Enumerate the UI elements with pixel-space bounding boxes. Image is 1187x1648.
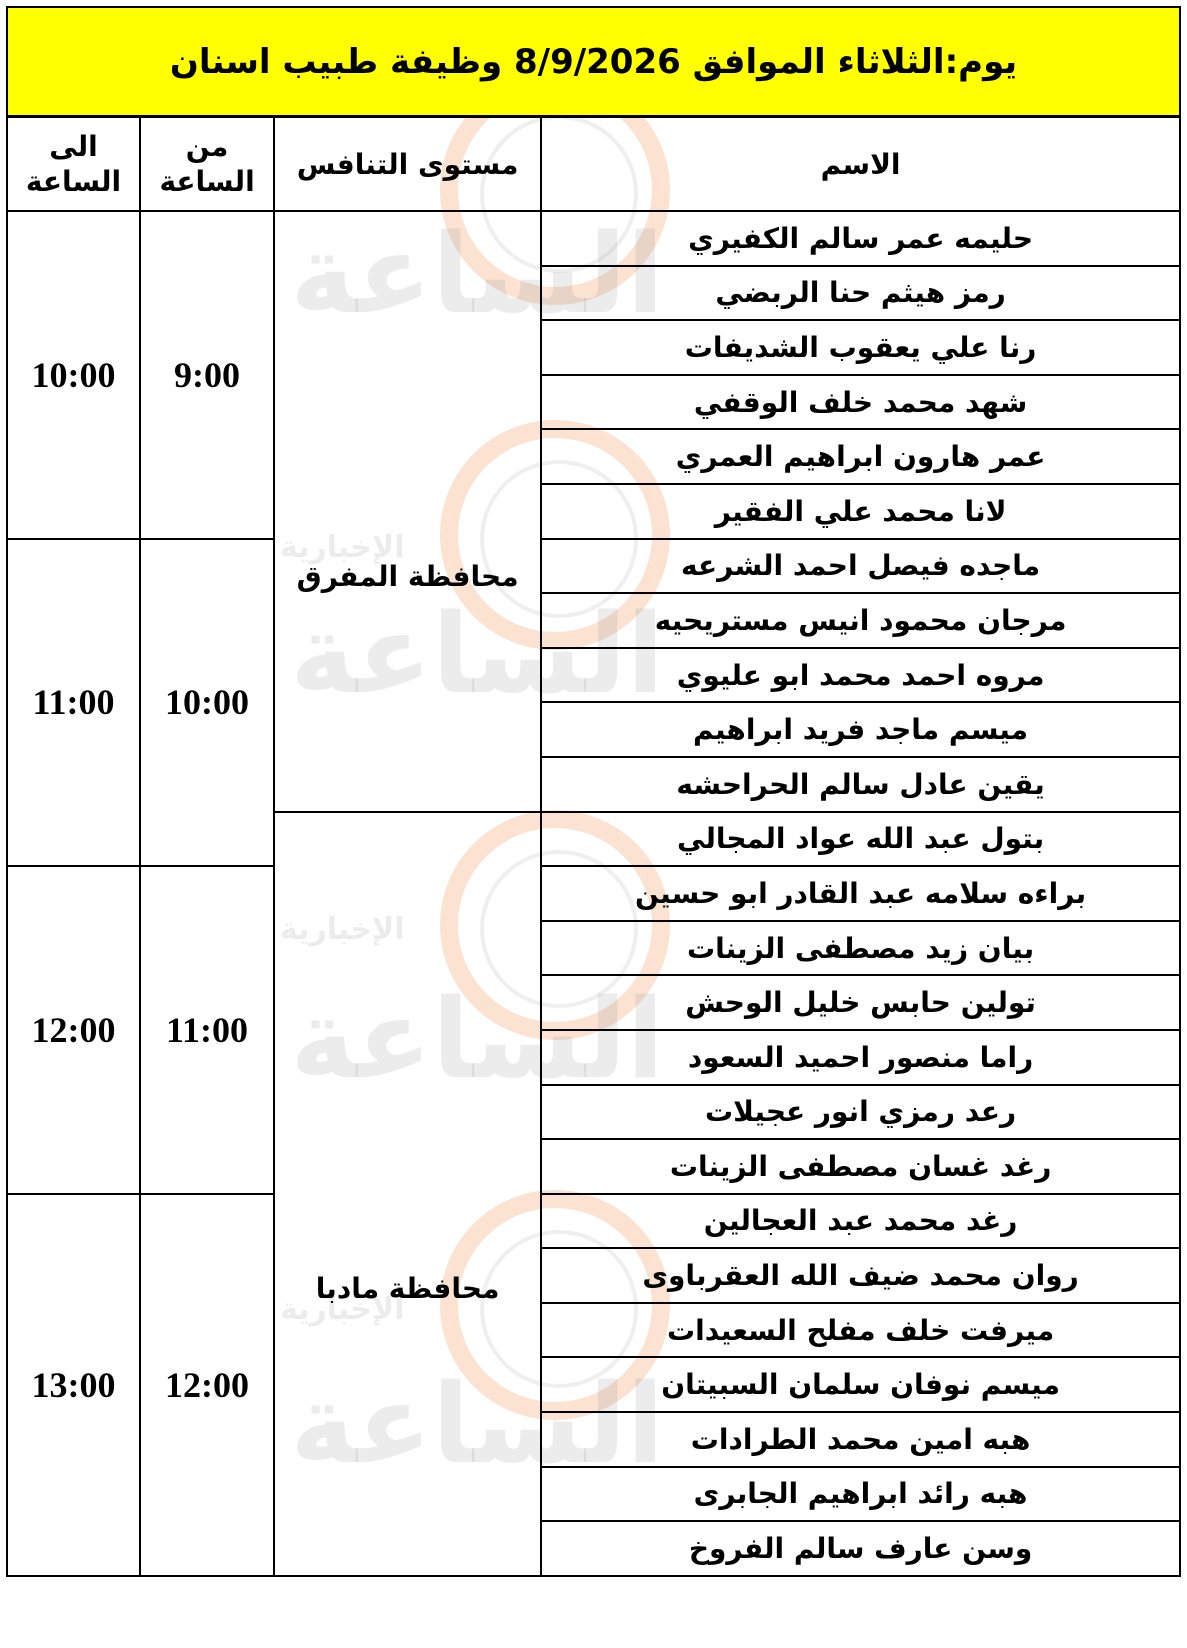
candidate-name: رغد غسان مصطفى الزينات [541,1139,1180,1194]
time-to: 12:00 [7,866,140,1194]
candidate-name: رنا علي يعقوب الشديفات [541,320,1180,375]
candidate-name: ماجده فيصل احمد الشرعه [541,539,1180,594]
candidate-name: ميسم ماجد فريد ابراهيم [541,702,1180,757]
time-to: 13:00 [7,1194,140,1576]
header-row [7,117,1180,211]
level-cell [274,211,541,812]
candidate-name: روان محمد ضيف الله العقرباوى [541,1248,1180,1303]
header-from: من الساعة [140,117,274,211]
candidate-name: بتول عبد الله عواد المجالي [541,812,1180,867]
level-label: محافظة المفرق [296,559,519,593]
watermark-brand-large: الساعة [290,1360,665,1488]
schedule-table [6,116,1181,1577]
candidate-name: ميسم نوفان سلمان السبيتان [541,1357,1180,1412]
table-row [7,866,1180,921]
page-title: يوم:الثلاثاء الموافق 8/9/2026 وظيفة طبيب اسنان [169,41,1018,82]
level-label: محافظة مادبا [315,1272,500,1306]
candidate-name: بيان زيد مصطفى الزينات [541,921,1180,976]
header-level: مستوى التنافس [274,117,541,211]
table-row [7,539,1180,594]
watermark-brand-small: الإخبارية [280,1292,405,1327]
level-cell [274,812,541,1576]
header-to: الى الساعة [7,117,140,211]
watermark-brand-large: الساعة [290,210,665,338]
watermark-brand-small: الإخبارية [280,530,405,565]
candidate-name: حليمه عمر سالم الكفيري [541,211,1180,266]
candidate-name: براءه سلامه عبد القادر ابو حسين [541,866,1180,921]
watermark-brand-small: الإخبارية [280,912,405,947]
candidate-name: عمر هارون ابراهيم العمري [541,429,1180,484]
time-to: 10:00 [7,211,140,539]
table-row [7,211,1180,266]
candidate-name: هبه امين محمد الطرادات [541,1412,1180,1467]
time-from: 9:00 [140,211,274,539]
time-from: 12:00 [140,1194,274,1576]
candidate-name: مروه احمد محمد ابو عليوي [541,648,1180,703]
time-from: 10:00 [140,539,274,867]
candidate-name: ميرفت خلف مفلح السعيدات [541,1303,1180,1358]
time-from: 11:00 [140,866,274,1194]
candidate-name: هبه رائد ابراهيم الجابرى [541,1467,1180,1522]
watermark-brand-large: الساعة [290,975,665,1103]
candidate-name: راما منصور احميد السعود [541,1030,1180,1085]
table-row [7,1194,1180,1249]
watermark-brand-large: الساعة [290,590,665,718]
candidate-name: لانا محمد علي الفقير [541,484,1180,539]
candidate-name: رغد محمد عبد العجالين [541,1194,1180,1249]
time-to: 11:00 [7,539,140,867]
candidate-name: تولين حابس خليل الوحش [541,975,1180,1030]
candidate-name: يقين عادل سالم الحراحشه [541,757,1180,812]
candidate-name: رمز هيثم حنا الربضي [541,266,1180,321]
candidate-name: مرجان محمود انيس مستريحيه [541,593,1180,648]
header-name: الاسم [541,117,1180,211]
title-banner [6,6,1181,117]
candidate-name: شهد محمد خلف الوقفي [541,375,1180,430]
candidate-name: وسن عارف سالم الفروخ [541,1521,1180,1576]
candidate-name: رعد رمزي انور عجيلات [541,1085,1180,1140]
